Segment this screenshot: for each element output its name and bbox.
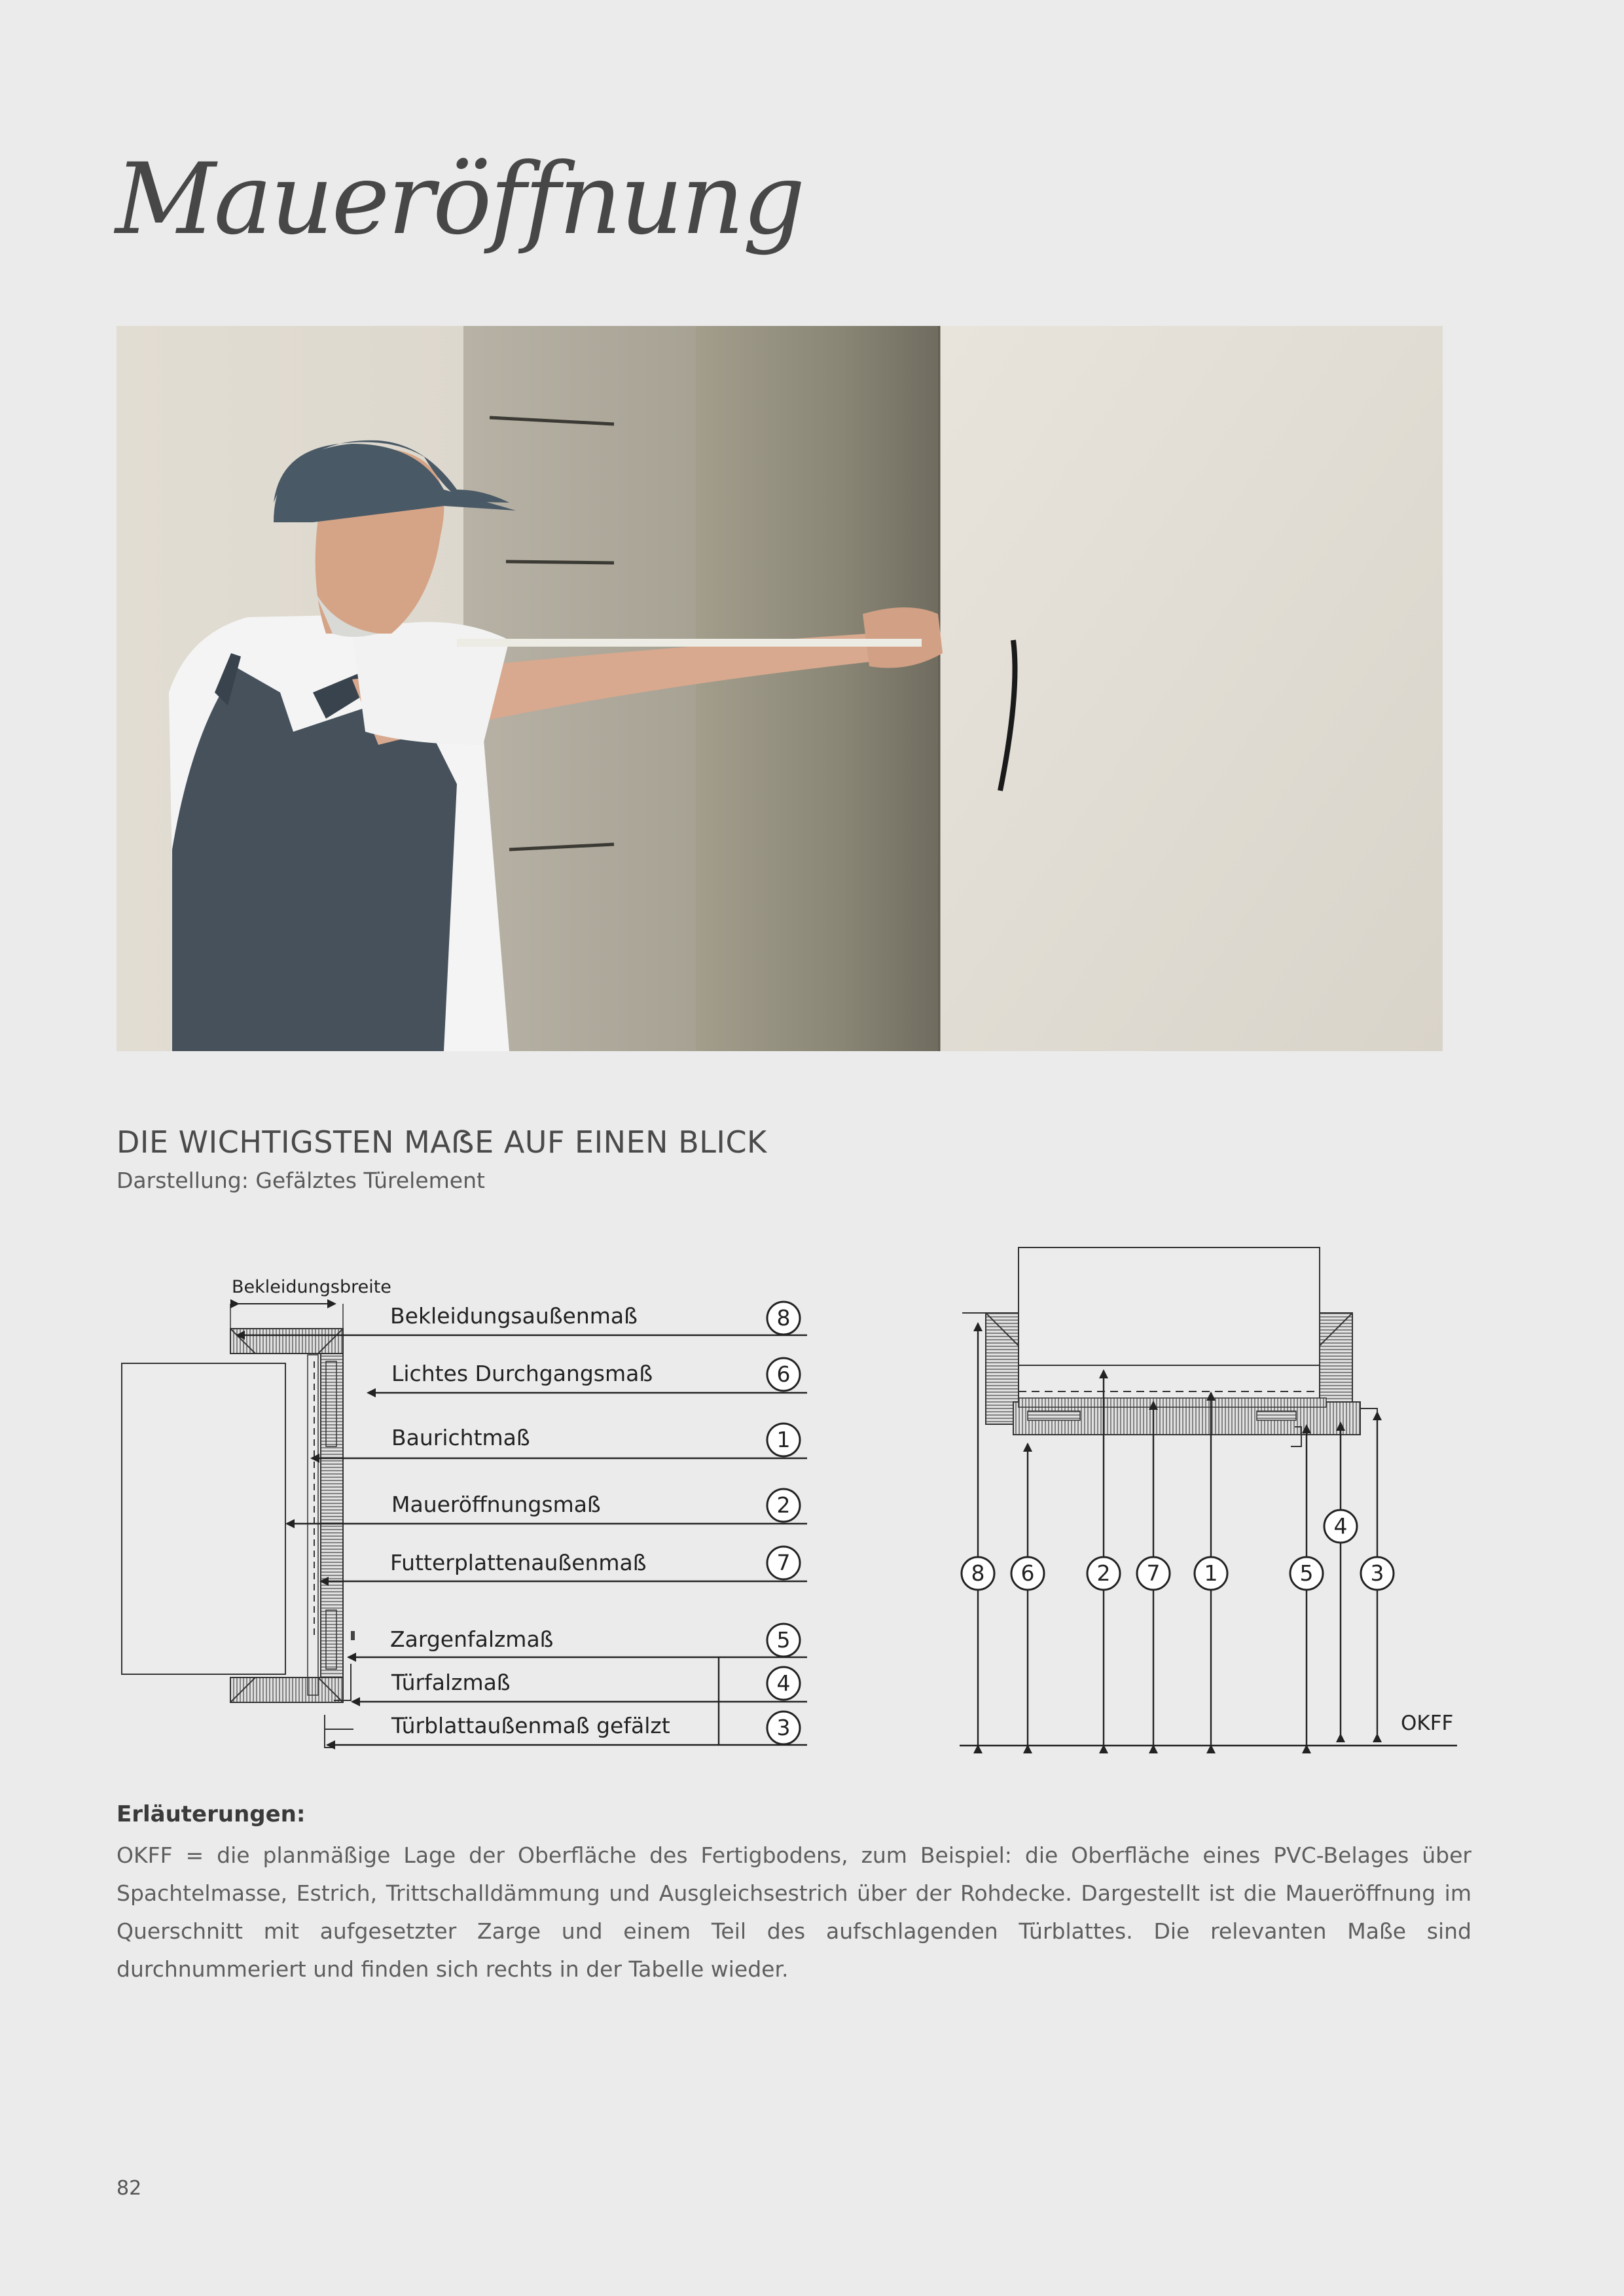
section-number-7: 7 [1146,1560,1161,1586]
section-number-4: 4 [1333,1513,1348,1539]
section-number-2: 2 [1096,1560,1111,1586]
right-section-view [960,1247,1457,1746]
left-plan-view [122,1277,807,1748]
wall-block [122,1363,285,1674]
label-3: Türblattaußenmaß gefälzt [391,1713,670,1738]
label-4-number: 4 [776,1670,791,1696]
casing-bottom [230,1677,343,1702]
section-number-1: 1 [1204,1560,1218,1586]
section-number-5: 5 [1299,1560,1314,1586]
explanation-text: OKFF = die planmäßige Lage der Oberfläche des Fertigbodens, zum Beispiel: die Oberfläche eines PVC-Belages über Spachtelmasse, Estrich, Trittschalldämmung und Ausgleichsestrich über der Rohdecke. Dargestellt ist die Maueröffnung im Querschnitt mit aufgesetzter Zarge und einem Teil des aufschlagenden Türblattes. Die relevanten Maße sind durchnummeriert und finden sich rechts in der Tabelle wieder. [117,1842,1471,1982]
section-subheading: Darstellung: Gefälztes Türelement [117,1168,485,1193]
worker-measuring-photo [117,326,1443,1051]
label-8-number: 8 [776,1305,791,1331]
page-title: Maueröffnung [115,143,804,257]
label-5: Zargenfalzmaß [390,1626,554,1652]
label-3-number: 3 [776,1715,791,1740]
label-8: Bekleidungsaußenmaß [390,1303,638,1329]
label-1-number: 1 [776,1427,791,1452]
label-7-number: 7 [776,1550,791,1575]
section-number-3: 3 [1370,1560,1384,1586]
section-number-6: 6 [1020,1560,1035,1586]
dimension-diagram [0,1230,1624,1767]
label-2: Maueröffnungsmaß [391,1492,601,1517]
label-4: Türfalzmaß [391,1670,511,1695]
page-number: 82 [117,2177,142,2200]
casing-top [230,1329,343,1354]
section-number-8: 8 [971,1560,985,1586]
label-2-number: 2 [776,1492,791,1518]
label-5-number: 5 [776,1627,791,1653]
photo-illustration [117,326,1443,1051]
explanation-title: Erläuterungen: [117,1801,306,1827]
section-heading: DIE WICHTIGSTEN MAẞE AUF EINEN BLICK [117,1124,767,1160]
bekleidungsbreite-label: Bekleidungsbreite [232,1277,391,1297]
label-7: Futterplattenaußenmaß [390,1550,647,1575]
label-1: Baurichtmaß [391,1425,530,1450]
label-6-number: 6 [776,1361,791,1387]
okff-label: OKFF [1401,1712,1454,1735]
label-6: Lichtes Durchgangsmaß [391,1361,653,1386]
